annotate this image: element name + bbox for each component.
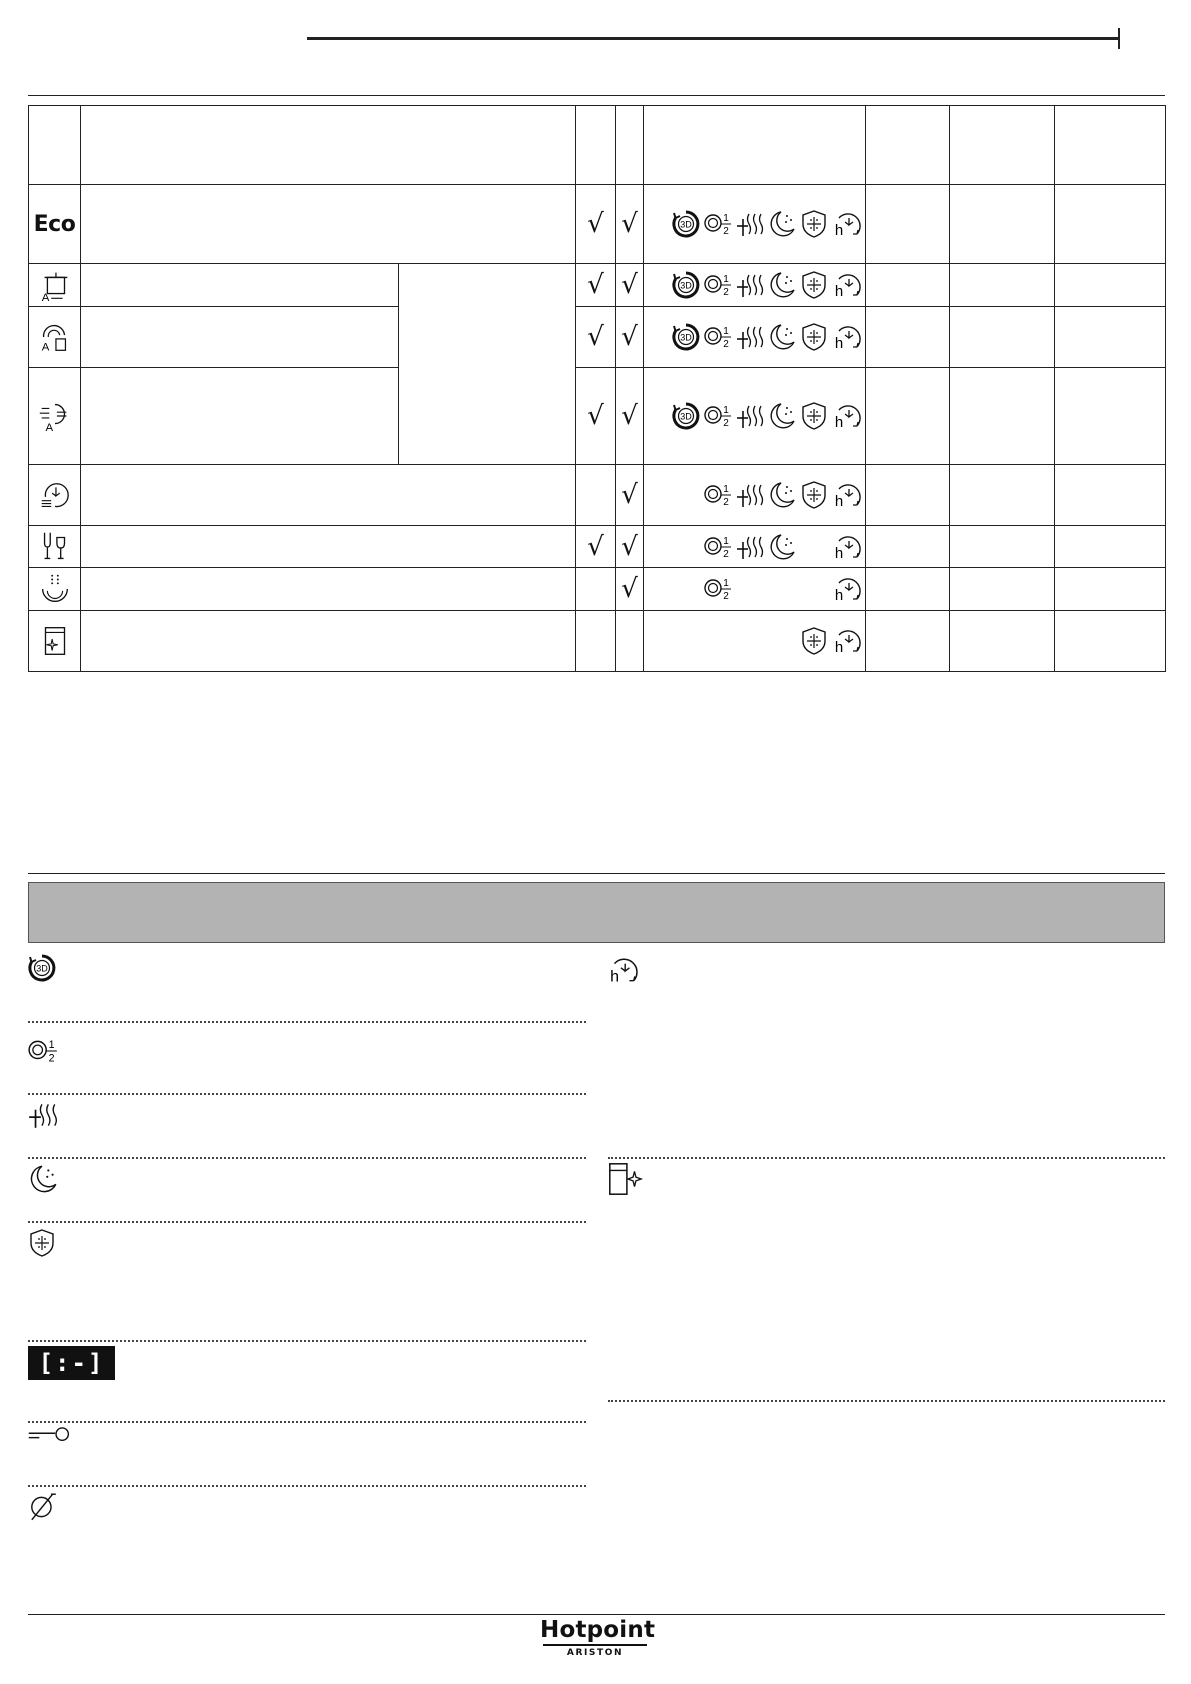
- energy-cell: [1055, 307, 1166, 368]
- sanitize-icon: [799, 207, 829, 241]
- rapid-cell: [29, 568, 81, 611]
- half-load-icon: [703, 207, 733, 241]
- auto-group-description: [399, 264, 576, 465]
- options-section-rule: [28, 873, 1165, 874]
- check-mark: √: [616, 185, 644, 264]
- display-icon: [:-]: [28, 1346, 115, 1380]
- header-cell-col2: [616, 106, 644, 185]
- check-mark: √: [616, 568, 644, 611]
- duration-cell: [866, 368, 950, 465]
- half-load-icon: [703, 478, 733, 512]
- separator: [28, 1093, 586, 1095]
- night-icon: [767, 530, 797, 564]
- delay-start-icon: [831, 320, 861, 354]
- brand-subname: ARISTON: [566, 1647, 624, 1658]
- brand-logo: [540, 1617, 656, 1658]
- delay-start-icon: [831, 399, 861, 433]
- water-cell: [950, 526, 1055, 568]
- glass-care-cell: [29, 526, 81, 568]
- check-mark: [616, 611, 644, 672]
- self-clean-cell: [29, 611, 81, 672]
- rapid-icon: [36, 570, 74, 608]
- program-description: [81, 185, 576, 264]
- energy-cell: [1055, 185, 1166, 264]
- separator: [28, 1157, 586, 1159]
- no-rinse-aid-icon: [27, 1489, 59, 1525]
- duration-cell: [866, 307, 950, 368]
- half-load-icon: [703, 268, 733, 302]
- water-cell: [950, 264, 1055, 307]
- self-clean-legend-icon: [606, 1160, 644, 1198]
- separator: [28, 1221, 586, 1223]
- energy-cell: [1055, 368, 1166, 465]
- extra-dry-icon: [27, 1099, 59, 1131]
- check-mark: √: [576, 264, 616, 307]
- table-row-auto-delicate: [29, 368, 1166, 465]
- program-description: [81, 368, 399, 465]
- options-cell: [644, 307, 866, 368]
- check-mark: √: [576, 368, 616, 465]
- duration-cell: [866, 264, 950, 307]
- water-cell: [950, 185, 1055, 264]
- section-top-rule: [28, 95, 1165, 96]
- key-lock-icon: [27, 1421, 71, 1449]
- delay-start-icon: [831, 268, 861, 302]
- night-icon: [27, 1163, 59, 1195]
- self-clean-icon: [36, 622, 74, 660]
- eco-label: Eco: [29, 185, 81, 264]
- sanitize-icon: [799, 624, 829, 658]
- half-load-icon: [27, 1035, 59, 1067]
- header-cell-icon: [29, 106, 81, 185]
- table-header-row: [29, 106, 1166, 185]
- water-cell: [950, 368, 1055, 465]
- programs-table: [28, 105, 1166, 672]
- sanitize-icon: [799, 268, 829, 302]
- table-row-auto-intensive: [29, 264, 1166, 307]
- auto-delicate-cell: [29, 368, 81, 465]
- extra-dry-icon: [735, 399, 765, 433]
- extra-dry-icon: [735, 320, 765, 354]
- half-load-icon: [703, 572, 733, 606]
- extra-dry-icon: [735, 207, 765, 241]
- delay-start-icon: [831, 530, 861, 564]
- energy-cell: [1055, 611, 1166, 672]
- duration-cell: [866, 465, 950, 526]
- night-icon: [767, 399, 797, 433]
- daily-icon: [36, 476, 74, 514]
- check-mark: √: [576, 185, 616, 264]
- brand-underline: [543, 1644, 647, 1646]
- options-cell: [644, 264, 866, 307]
- header-cell-program: [81, 106, 576, 185]
- auto-normal-icon: [36, 318, 74, 356]
- duration-cell: [866, 568, 950, 611]
- check-mark: √: [616, 465, 644, 526]
- check-mark: [576, 465, 616, 526]
- sanitize-icon: [799, 320, 829, 354]
- program-description: [81, 611, 576, 672]
- delay-start-icon: [831, 572, 861, 606]
- table-row-daily: [29, 465, 1166, 526]
- check-mark: [576, 568, 616, 611]
- options-cell: [644, 368, 866, 465]
- water-cell: [950, 465, 1055, 526]
- glass-care-icon: [36, 528, 74, 566]
- options-cell: [644, 568, 866, 611]
- check-mark: √: [616, 368, 644, 465]
- separator: [608, 1157, 1165, 1159]
- check-mark: √: [576, 307, 616, 368]
- separator: [28, 1421, 586, 1423]
- 3d-zone-wash-icon: [671, 207, 701, 241]
- footer-rule: [28, 1614, 1165, 1615]
- 3d-zone-wash-icon: [671, 268, 701, 302]
- water-cell: [950, 611, 1055, 672]
- night-icon: [767, 268, 797, 302]
- night-icon: [767, 207, 797, 241]
- extra-dry-icon: [735, 530, 765, 564]
- separator: [28, 1340, 586, 1342]
- 3d-zone-wash-icon: [671, 399, 701, 433]
- extra-dry-icon: [735, 478, 765, 512]
- separator: [28, 1485, 586, 1487]
- options-cell: [644, 185, 866, 264]
- header-cell-col1: [576, 106, 616, 185]
- delay-start-icon: [606, 954, 638, 986]
- program-description: [81, 307, 399, 368]
- header-cell-water: [950, 106, 1055, 185]
- separator: [608, 1400, 1165, 1402]
- half-load-icon: [703, 320, 733, 354]
- water-cell: [950, 307, 1055, 368]
- program-description: [81, 465, 576, 526]
- table-row-rapid: [29, 568, 1166, 611]
- sanitize-icon: [799, 478, 829, 512]
- check-mark: √: [576, 526, 616, 568]
- auto-normal-cell: [29, 307, 81, 368]
- auto-delicate-icon: [36, 397, 74, 435]
- program-description: [81, 526, 576, 568]
- header-cell-duration: [866, 106, 950, 185]
- program-description: [81, 264, 399, 307]
- half-load-icon: [703, 399, 733, 433]
- check-mark: √: [616, 264, 644, 307]
- delay-start-icon: [831, 478, 861, 512]
- options-cell: [644, 465, 866, 526]
- 3d-zone-wash-icon: [27, 953, 57, 983]
- duration-cell: [866, 526, 950, 568]
- table-row-auto-normal: [29, 307, 1166, 368]
- delay-start-icon: [831, 207, 861, 241]
- daily-cell: [29, 465, 81, 526]
- table-row-eco: [29, 185, 1166, 264]
- table-row-glass-care: [29, 526, 1166, 568]
- auto-intensive-icon: [36, 266, 74, 304]
- delay-start-icon: [831, 624, 861, 658]
- header-cell-options: [644, 106, 866, 185]
- options-cell: [644, 526, 866, 568]
- 3d-zone-wash-icon: [671, 320, 701, 354]
- energy-cell: [1055, 568, 1166, 611]
- duration-cell: [866, 185, 950, 264]
- separator: [28, 1021, 586, 1023]
- header-rule: [307, 37, 1119, 40]
- brand-name: Hotpoint: [540, 1617, 656, 1643]
- check-mark: √: [616, 307, 644, 368]
- table-row-self-clean: [29, 611, 1166, 672]
- energy-cell: [1055, 465, 1166, 526]
- options-section-header: [28, 882, 1165, 943]
- half-load-icon: [703, 530, 733, 564]
- options-cell: [644, 611, 866, 672]
- header-rule-end-tick: [1118, 28, 1120, 49]
- night-icon: [767, 478, 797, 512]
- sanitize-icon: [27, 1228, 57, 1258]
- night-icon: [767, 320, 797, 354]
- header-cell-energy: [1055, 106, 1166, 185]
- extra-dry-icon: [735, 268, 765, 302]
- check-mark: √: [616, 526, 644, 568]
- auto-intensive-cell: [29, 264, 81, 307]
- sanitize-icon: [799, 399, 829, 433]
- energy-cell: [1055, 526, 1166, 568]
- duration-cell: [866, 611, 950, 672]
- energy-cell: [1055, 264, 1166, 307]
- check-mark: [576, 611, 616, 672]
- water-cell: [950, 568, 1055, 611]
- program-description: [81, 568, 576, 611]
